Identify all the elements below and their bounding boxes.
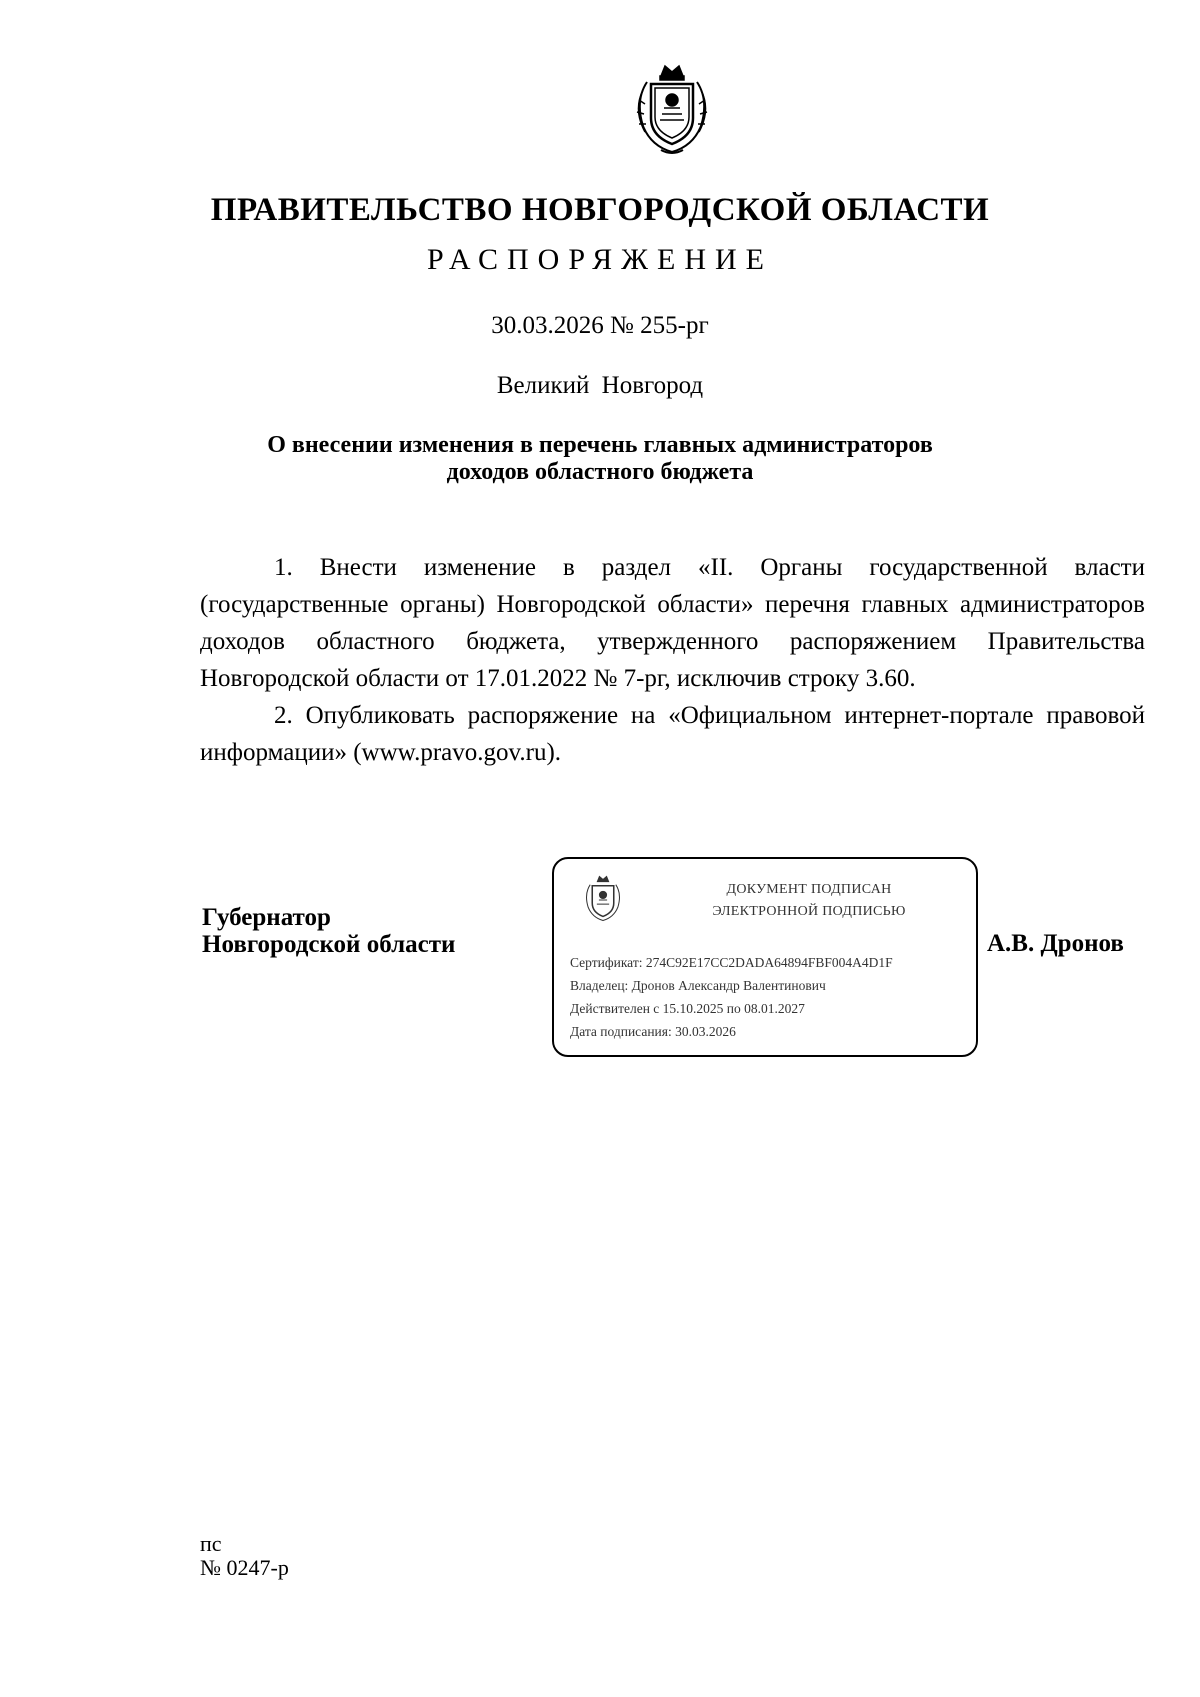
stamp-details: [570, 951, 893, 1043]
stamp-owner: Владелец: Дронов Александр Валентинович: [570, 978, 826, 993]
stamp-certificate: Сертификат: 274C92E17CC2DADA64894FBF004A4D1F: [570, 955, 893, 970]
stamp-title-line-1: ДОКУМЕНТ ПОДПИСАН: [726, 882, 892, 897]
document-body: [200, 549, 1145, 771]
document-type: РАСПОРЯЖЕНИЕ: [426, 243, 774, 276]
position-line-1: Губернатор: [202, 904, 331, 931]
stamp-title-line-2: ЭЛЕКТРОННОЙ ПОДПИСЬЮ: [712, 904, 906, 919]
stamp-title: [654, 879, 964, 923]
subject-line-2: доходов областного бюджета: [446, 459, 754, 485]
paragraph-2: 2. Опубликовать распоряжение на «Официальном интернет-портале правовой информации» (www.pravo.gov.ru).: [200, 702, 1145, 766]
city: Великий Новгород: [496, 372, 704, 399]
stamp-coat-of-arms-icon: [582, 873, 624, 923]
coat-of-arms-icon: [631, 60, 713, 156]
subject-line-1: О внесении изменения в перечень главных администраторов: [267, 432, 933, 458]
position-line-2: Новгородской области: [202, 931, 456, 958]
signatory-name: А.В. Дронов: [987, 930, 1124, 957]
electronic-signature-stamp: [552, 857, 978, 1057]
stamp-validity: Действителен с 15.10.2025 по 08.01.2027: [570, 1001, 805, 1016]
footer-line-2: № 0247-р: [200, 1555, 289, 1580]
government-title: ПРАВИТЕЛЬСТВО НОВГОРОДСКОЙ ОБЛАСТИ: [210, 192, 990, 228]
stamp-signed-date: Дата подписания: 30.03.2026: [570, 1024, 736, 1039]
signatory-position: [202, 904, 455, 958]
footer-note: [200, 1532, 289, 1580]
document-date-number: 30.03.2026 № 255-рг: [491, 312, 709, 339]
footer-line-1: пс: [200, 1531, 222, 1556]
document-subject: [0, 432, 1200, 486]
paragraph-1: 1. Внести изменение в раздел «II. Органы государственной власти (государственные органы) Новгородской области» перечня главных администраторов доходов областного бюджета, утвержденного распоряжением Правительства Новгородской области от 17.01.2022 № 7-рг, исключив строку 3.60.: [200, 554, 1145, 692]
